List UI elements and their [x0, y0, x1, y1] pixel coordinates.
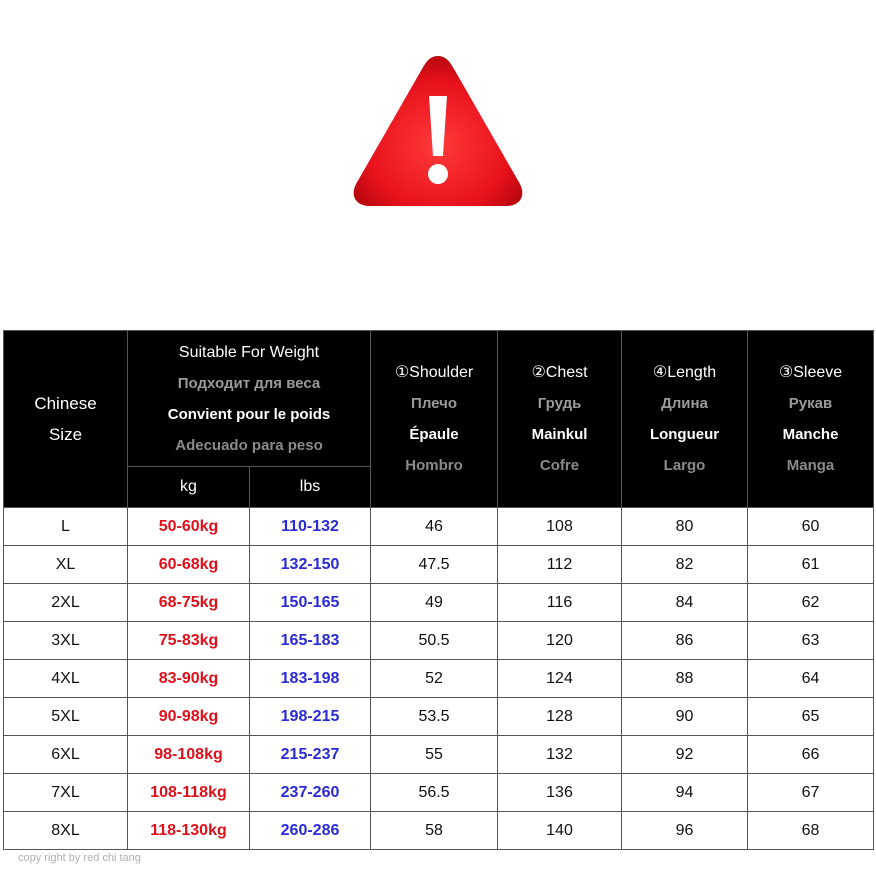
weight-lbs-cell: 260-286: [250, 812, 371, 850]
weight-lbs-cell: 110-132: [250, 508, 371, 546]
length-cell: 88: [622, 660, 748, 698]
size-cell: 6XL: [4, 736, 128, 774]
header-length-fr: Longueur: [649, 426, 720, 443]
shoulder-cell: 58: [371, 812, 498, 850]
chest-cell: 128: [498, 698, 622, 736]
size-chart-table: [3, 330, 874, 850]
table-row: [4, 774, 874, 812]
header-sleeve-es: Manga: [786, 457, 835, 474]
header-sleeve-fr: Manche: [782, 426, 839, 443]
header-shoulder-en: ①Shoulder: [394, 364, 474, 381]
shoulder-cell: 55: [371, 736, 498, 774]
weight-kg-cell: 108-118kg: [128, 774, 250, 812]
weight-kg-cell: 83-90kg: [128, 660, 250, 698]
table-row: [4, 584, 874, 622]
header-chest: [498, 331, 622, 508]
sleeve-cell: 62: [748, 584, 874, 622]
header-chest-en: ②Chest: [531, 364, 588, 381]
header-chest-es: Cofre: [539, 457, 580, 474]
header-weight: [128, 331, 371, 467]
header-weight-es: Adecuado para peso: [175, 436, 323, 454]
sleeve-cell: 67: [748, 774, 874, 812]
size-cell: 5XL: [4, 698, 128, 736]
weight-kg-cell: 118-130kg: [128, 812, 250, 850]
header-length: [622, 331, 748, 508]
weight-kg-cell: 50-60kg: [128, 508, 250, 546]
header-weight-fr: Convient pour le poids: [167, 405, 331, 423]
chest-cell: 108: [498, 508, 622, 546]
weight-kg-cell: 75-83kg: [128, 622, 250, 660]
header-sleeve: [748, 331, 874, 508]
header-length-en: ④Length: [652, 364, 717, 381]
table-row: [4, 508, 874, 546]
weight-lbs-cell: 183-198: [250, 660, 371, 698]
header-weight-en: Suitable For Weight: [178, 343, 320, 361]
copyright-text: copy right by red chi tang: [18, 852, 141, 864]
weight-kg-cell: 90-98kg: [128, 698, 250, 736]
header-lbs: lbs: [250, 467, 371, 508]
size-cell: L: [4, 508, 128, 546]
length-cell: 82: [622, 546, 748, 584]
sleeve-cell: 68: [748, 812, 874, 850]
header-chest-fr: Mainkul: [531, 426, 588, 443]
sleeve-cell: 65: [748, 698, 874, 736]
header-kg: kg: [128, 467, 250, 508]
shoulder-cell: 56.5: [371, 774, 498, 812]
chest-cell: 112: [498, 546, 622, 584]
shoulder-cell: 52: [371, 660, 498, 698]
weight-kg-cell: 98-108kg: [128, 736, 250, 774]
shoulder-cell: 46: [371, 508, 498, 546]
weight-lbs-cell: 198-215: [250, 698, 371, 736]
header-sleeve-en: ③Sleeve: [778, 364, 843, 381]
sleeve-cell: 61: [748, 546, 874, 584]
weight-lbs-cell: 150-165: [250, 584, 371, 622]
shoulder-cell: 49: [371, 584, 498, 622]
header-shoulder-fr: Épaule: [409, 426, 459, 443]
size-cell: 3XL: [4, 622, 128, 660]
length-cell: 90: [622, 698, 748, 736]
table-row: [4, 660, 874, 698]
length-cell: 84: [622, 584, 748, 622]
table-row: [4, 546, 874, 584]
header-length-ru: Длина: [661, 395, 708, 412]
chest-cell: 124: [498, 660, 622, 698]
weight-lbs-cell: 132-150: [250, 546, 371, 584]
table-row: [4, 812, 874, 850]
header-shoulder-ru: Плечо: [411, 395, 457, 412]
length-cell: 96: [622, 812, 748, 850]
size-cell: 4XL: [4, 660, 128, 698]
shoulder-cell: 47.5: [371, 546, 498, 584]
header-sleeve-ru: Рукав: [788, 395, 833, 412]
chest-cell: 116: [498, 584, 622, 622]
header-weight-ru: Подходит для веса: [177, 374, 321, 392]
table-row: [4, 622, 874, 660]
length-cell: 80: [622, 508, 748, 546]
header-chest-ru: Грудь: [537, 395, 582, 412]
chest-cell: 132: [498, 736, 622, 774]
header-length-es: Largo: [663, 457, 706, 474]
shoulder-cell: 53.5: [371, 698, 498, 736]
header-shoulder-es: Hombro: [405, 457, 463, 474]
length-cell: 94: [622, 774, 748, 812]
chest-cell: 136: [498, 774, 622, 812]
size-cell: XL: [4, 546, 128, 584]
sleeve-cell: 64: [748, 660, 874, 698]
sleeve-cell: 66: [748, 736, 874, 774]
weight-kg-cell: 60-68kg: [128, 546, 250, 584]
header-shoulder: [371, 331, 498, 508]
sleeve-cell: 60: [748, 508, 874, 546]
chest-cell: 120: [498, 622, 622, 660]
size-cell: 8XL: [4, 812, 128, 850]
warning-triangle-icon: [350, 50, 526, 210]
shoulder-cell: 50.5: [371, 622, 498, 660]
header-chinese-size: [4, 331, 128, 508]
weight-lbs-cell: 237-260: [250, 774, 371, 812]
size-cell: 7XL: [4, 774, 128, 812]
header-chinese-size-label: Chinese Size: [34, 394, 97, 444]
chest-cell: 140: [498, 812, 622, 850]
size-cell: 2XL: [4, 584, 128, 622]
weight-kg-cell: 68-75kg: [128, 584, 250, 622]
length-cell: 92: [622, 736, 748, 774]
length-cell: 86: [622, 622, 748, 660]
table-row: [4, 698, 874, 736]
table-row: [4, 736, 874, 774]
sleeve-cell: 63: [748, 622, 874, 660]
weight-lbs-cell: 165-183: [250, 622, 371, 660]
weight-lbs-cell: 215-237: [250, 736, 371, 774]
